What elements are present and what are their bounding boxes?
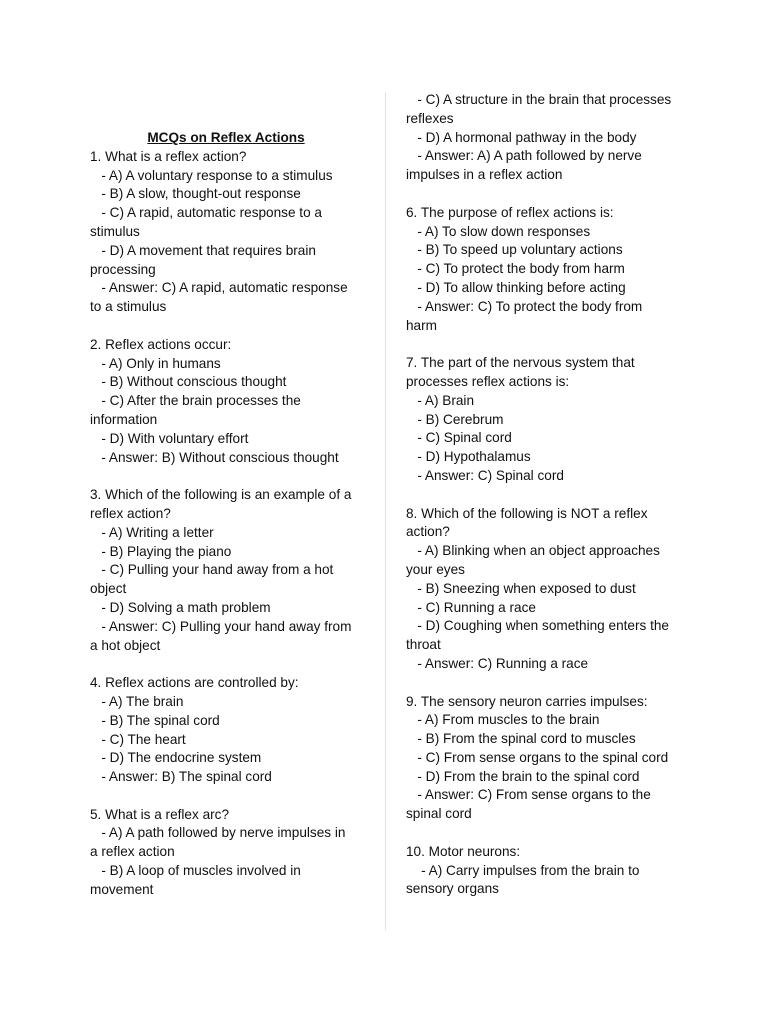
text-line: - A) Blinking when an object approaches: [406, 543, 660, 559]
text-line: - A) Only in humans: [90, 355, 221, 371]
text-line: - A) The brain: [90, 693, 184, 709]
text-line: information: [90, 411, 158, 427]
text-line: - D) To allow thinking before acting: [406, 279, 626, 295]
text-line: - D) Coughing when something enters the: [406, 618, 669, 634]
text-line: harm: [406, 317, 437, 333]
text-line: - A) A path followed by nerve impulses in: [90, 825, 346, 841]
text-line: - B) From the spinal cord to muscles: [406, 731, 636, 747]
text-line: reflexes: [406, 110, 454, 126]
text-line: - Answer: B) Without conscious thought: [90, 449, 339, 465]
text-line: - B) To speed up voluntary actions: [406, 242, 623, 258]
text-line: 2. Reflex actions occur:: [90, 336, 232, 352]
text-line: - B) The spinal cord: [90, 712, 220, 728]
blank-line: [90, 129, 362, 148]
text-line: - D) A movement that requires brain: [90, 242, 316, 258]
text-line: - C) Running a race: [406, 599, 536, 615]
text-line: - C) From sense organs to the spinal cord: [406, 749, 669, 765]
text-line: - A) Brain: [406, 392, 475, 408]
text-line: 5. What is a reflex arc?: [90, 806, 230, 822]
blank-line: [406, 185, 686, 204]
text-line: - Answer: C) A rapid, automatic response: [90, 280, 348, 296]
text-line: - Answer: C) To protect the body from: [406, 298, 643, 314]
text-line: action?: [406, 524, 450, 540]
text-line: - D) From the brain to the spinal cord: [406, 768, 640, 784]
text-line: - C) The heart: [90, 731, 186, 747]
text-line: 1. What is a reflex action?: [90, 148, 247, 164]
text-line: - C) After the brain processes the: [90, 393, 301, 409]
text-line: processes reflex actions is:: [406, 373, 570, 389]
text-line: impulses in a reflex action: [406, 167, 563, 183]
text-line: - A) From muscles to the brain: [406, 712, 600, 728]
text-line: - A) A voluntary response to a stimulus: [90, 167, 333, 183]
document-title: MCQs on Reflex Actions: [147, 130, 305, 145]
text-line: - D) With voluntary effort: [90, 430, 249, 446]
text-line: stimulus: [90, 223, 140, 239]
text-line: - B) Sneezing when exposed to dust: [406, 580, 636, 596]
text-line: - D) Solving a math problem: [90, 599, 271, 615]
text-line: 3. Which of the following is an example of a: [90, 487, 352, 503]
blank-line: [90, 317, 362, 336]
left-column: [90, 129, 362, 900]
text-line: throat: [406, 637, 441, 653]
text-line: - Answer: C) Pulling your hand away from: [90, 618, 352, 634]
text-line: - Answer: C) From sense organs to the: [406, 787, 651, 803]
text-line: a hot object: [90, 637, 161, 653]
text-line: - Answer: C) Spinal cord: [406, 467, 564, 483]
text-line: - C) Pulling your hand away from a hot: [90, 562, 334, 578]
text-line: - B) A slow, thought-out response: [90, 186, 301, 202]
text-line: a reflex action: [90, 844, 175, 860]
text-line: - Answer: B) The spinal cord: [90, 769, 272, 785]
text-line: - B) A loop of muscles involved in: [90, 863, 301, 879]
text-line: - D) A hormonal pathway in the body: [406, 129, 637, 145]
text-line: spinal cord: [406, 806, 472, 822]
blank-line: [406, 674, 686, 693]
text-line: sensory organs: [406, 881, 499, 897]
text-line: your eyes: [406, 561, 465, 577]
text-line: - Answer: C) Running a race: [406, 655, 589, 671]
text-line: 6. The purpose of reflex actions is:: [406, 204, 614, 220]
text-line: reflex action?: [90, 505, 171, 521]
text-line: 4. Reflex actions are controlled by:: [90, 675, 299, 691]
text-line: to a stimulus: [90, 299, 167, 315]
text-line: - C) A rapid, automatic response to a: [90, 205, 322, 221]
column-divider: [385, 92, 386, 930]
text-line: processing: [90, 261, 156, 277]
text-line: - A) Carry impulses from the brain to: [406, 862, 640, 878]
text-line: - D) Hypothalamus: [406, 449, 531, 465]
blank-line: [406, 335, 686, 354]
text-line: - C) To protect the body from harm: [406, 261, 625, 277]
blank-line: [406, 486, 686, 505]
blank-line: [90, 655, 362, 674]
text-line: movement: [90, 881, 154, 897]
blank-line: [90, 467, 362, 486]
blank-line: [90, 787, 362, 806]
text-line: - A) To slow down responses: [406, 223, 591, 239]
text-line: - B) Playing the piano: [90, 543, 232, 559]
text-line: - C) A structure in the brain that processes: [406, 92, 672, 107]
text-line: - B) Cerebrum: [406, 411, 504, 427]
text-line: object: [90, 581, 127, 597]
right-column: [406, 91, 686, 899]
blank-line: [406, 824, 686, 843]
text-line: 7. The part of the nervous system that: [406, 355, 635, 371]
text-line: 9. The sensory neuron carries impulses:: [406, 693, 648, 709]
text-line: 10. Motor neurons:: [406, 843, 521, 859]
text-line: - Answer: A) A path followed by nerve: [406, 148, 642, 164]
text-line: - D) The endocrine system: [90, 750, 262, 766]
text-line: - B) Without conscious thought: [90, 374, 287, 390]
text-line: - C) Spinal cord: [406, 430, 512, 446]
text-line: 8. Which of the following is NOT a reflex: [406, 505, 648, 521]
text-line: - A) Writing a letter: [90, 524, 214, 540]
